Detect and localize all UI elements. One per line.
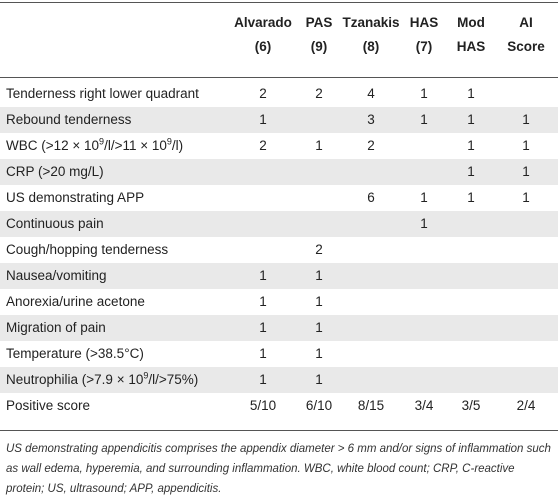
table-cell: 3/4: [414, 398, 434, 413]
table-cell: 1: [315, 320, 323, 335]
header-line1: Alvarado: [234, 15, 292, 30]
table-row: [0, 341, 558, 367]
table-cell: 1: [522, 138, 530, 153]
row-label: CRP (>20 mg/L): [6, 164, 104, 179]
row-label: Tenderness right lower quadrant: [6, 86, 199, 101]
table-cell: 1: [259, 268, 267, 283]
table-cell: 1: [315, 138, 323, 153]
header-line2: Score: [507, 39, 545, 54]
table-cell: 1: [315, 346, 323, 361]
table-cell: 1: [259, 346, 267, 361]
table-row: [0, 315, 558, 341]
header-line2: (9): [310, 39, 328, 54]
header-rule: [0, 77, 558, 78]
table-row: [0, 289, 558, 315]
header-ai-score: [498, 11, 554, 59]
label-part: Neutrophilia (>7.9 × 10: [6, 372, 144, 387]
table-cell: 1: [259, 294, 267, 309]
header-tzanakis: [340, 11, 402, 59]
table-row: [0, 133, 558, 159]
table-cell: 1: [522, 164, 530, 179]
row-label: [6, 367, 198, 393]
row-label: Continuous pain: [6, 216, 104, 231]
table-cell: 2: [367, 138, 375, 153]
header-line2: HAS: [456, 39, 486, 54]
row-label: Anorexia/urine acetone: [6, 294, 145, 309]
row-label: [6, 133, 183, 159]
table-cell: 1: [315, 294, 323, 309]
header-mod-has: [446, 11, 496, 59]
table-cell: 5/10: [249, 398, 277, 413]
label-part: /l/>11 × 10: [104, 138, 167, 153]
row-label: Cough/hopping tenderness: [6, 242, 169, 257]
table-row: [0, 107, 558, 133]
table-cell: 1: [522, 112, 530, 127]
header-line1: HAS: [409, 15, 439, 30]
table-cell: 6: [367, 190, 375, 205]
table-cell: 1: [315, 268, 323, 283]
table-cell: 4: [367, 86, 375, 101]
row-label: Migration of pain: [6, 320, 106, 335]
table-cell: 1: [467, 190, 475, 205]
table-cell: 2: [315, 86, 323, 101]
table-cell: 1: [420, 86, 428, 101]
header-line2: (8): [362, 39, 380, 54]
table-cell: 1: [420, 112, 428, 127]
header-line1: Tzanakis: [342, 15, 400, 30]
label-part: /l/>75%): [148, 372, 199, 387]
table-cell: 3/5: [461, 398, 481, 413]
table-row: [0, 263, 558, 289]
row-label: Rebound tenderness: [6, 112, 132, 127]
table-cell: 1: [259, 112, 267, 127]
superscript: 9: [99, 136, 105, 147]
header-line1: Mod: [457, 15, 485, 30]
table-cell: 2/4: [516, 398, 536, 413]
header-pas: [298, 11, 340, 59]
label-part: /l): [171, 138, 184, 153]
row-label: Temperature (>38.5°C): [6, 346, 144, 361]
table-cell: 1: [522, 190, 530, 205]
row-label: Nausea/vomiting: [6, 268, 107, 283]
table-cell: 1: [420, 190, 428, 205]
superscript: 9: [143, 370, 149, 381]
header-alvarado: [228, 11, 298, 59]
table-cell: 1: [259, 320, 267, 335]
top-rule: [0, 2, 558, 3]
header-line1: PAS: [305, 15, 333, 30]
header-line1: AI: [519, 15, 533, 30]
bottom-rule: [0, 430, 558, 431]
header-line2: (6): [254, 39, 272, 54]
table-cell: 1: [259, 372, 267, 387]
table-row: [0, 237, 558, 263]
table-cell: 1: [315, 372, 323, 387]
table-footnote: US demonstrating appendicitis comprises the appendix diameter > 6 mm and/or signs of inflammation such as wall edema, hyperemia, and surrounding inflammation. WBC, white blood count; CRP, C-reactive protein; US, ultrasound; APP, appendicitis.: [6, 443, 551, 495]
table-cell: 2: [259, 86, 267, 101]
header-has: [402, 11, 446, 59]
table-row: [0, 185, 558, 211]
table-cell: 1: [467, 112, 475, 127]
table-cell: 6/10: [305, 398, 333, 413]
table-cell: 1: [467, 86, 475, 101]
table-row: [0, 211, 558, 237]
row-label: US demonstrating APP: [6, 190, 145, 205]
label-part: WBC (>12 × 10: [6, 138, 100, 153]
table-cell: 1: [467, 164, 475, 179]
table-cell: 8/15: [357, 398, 385, 413]
table-cell: 1: [420, 216, 428, 231]
table-cell: 1: [467, 138, 475, 153]
table-cell: 3: [367, 112, 375, 127]
superscript: 9: [166, 136, 172, 147]
header-line2: (7): [415, 39, 433, 54]
row-label: Positive score: [6, 398, 91, 413]
table-row: [0, 81, 558, 107]
table-row: [0, 393, 558, 419]
table-row: [0, 159, 558, 185]
table-row: [0, 367, 558, 393]
table-cell: 2: [315, 242, 323, 257]
table-cell: 2: [259, 138, 267, 153]
